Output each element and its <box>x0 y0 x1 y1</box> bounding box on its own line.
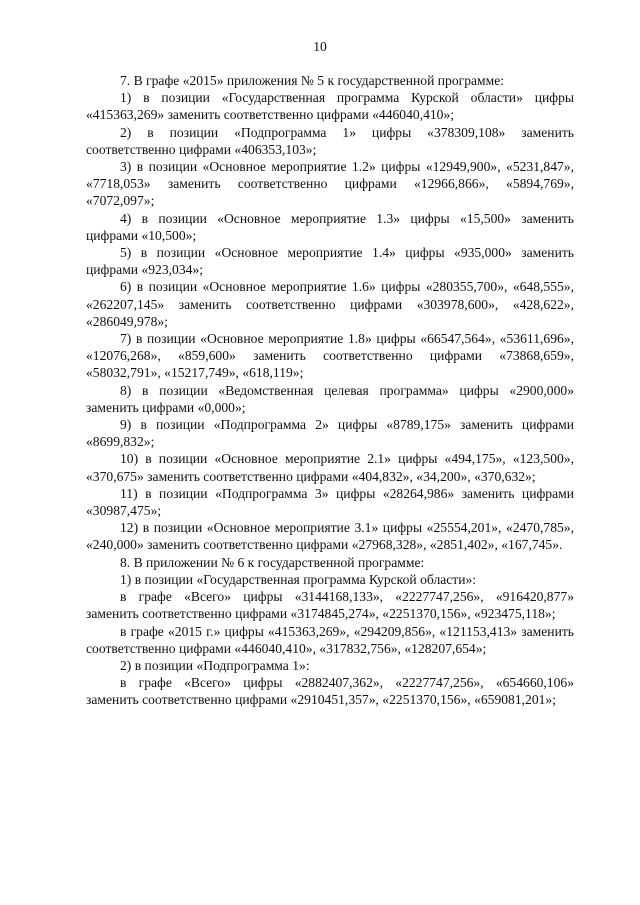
paragraph-item: 5) в позиции «Основное мероприятие 1.4» цифры «935,000» заменить цифрами «923,034»; <box>86 245 574 278</box>
paragraph-item: 1) в позиции «Государственная программа Курской области» цифры «415363,269» заменить соответственно цифрами «446040,410»; <box>86 90 574 123</box>
paragraph-item: 6) в позиции «Основное мероприятие 1.6» цифры «280355,700», «648,555», «262207,145» заменить соответственно цифрами «303978,600», «428,622», «286049,978»; <box>86 279 574 329</box>
paragraph-item: 10) в позиции «Основное мероприятие 2.1» цифры «494,175», «123,500», «370,675» заменить соответственно цифрами «404,832», «34,200», «370,632»; <box>86 451 574 484</box>
paragraph-item: 2) в позиции «Подпрограмма 1» цифры «378309,108» заменить соответственно цифрами «406353,103»; <box>86 124 574 157</box>
paragraph-subitem: в графе «Всего» цифры «2882407,362», «2227747,256», «654660,106» заменить соответственно цифрами «2910451,357», «2251370,156», «659081,201»; <box>86 675 574 708</box>
paragraph-item: 8) в позиции «Ведомственная целевая программа» цифры «2900,000» заменить цифрами «0,000»; <box>86 382 574 415</box>
paragraph-7-heading: 7. В графе «2015» приложения № 5 к государственной программе: <box>120 73 505 88</box>
paragraph-item: 1) в позиции «Государственная программа Курской области»: <box>120 571 477 587</box>
paragraph-subitem: в графе «2015 г.» цифры «415363,269», «294209,856», «121153,413» заменить соответственно цифрами «446040,410», «317832,756», «128207,654»; <box>86 623 574 656</box>
paragraph-item: 11) в позиции «Подпрограмма 3» цифры «28264,986» заменить цифрами «30987,475»; <box>86 485 574 519</box>
page-number: 10 <box>313 39 327 54</box>
paragraph-item: 12) в позиции «Основное мероприятие 3.1» цифры «25554,201», «2470,785», «240,000» заменить соответственно цифрами «27968,328», «2851,402», «167,745». <box>86 520 574 553</box>
paragraph-item: 2) в позиции «Подпрограмма 1»: <box>120 657 310 673</box>
paragraph-item: 7) в позиции «Основное мероприятие 1.8» цифры «66547,564», «53611,696», «12076,268», «859,600» заменить соответственно цифрами «73868,659», «58032,791», «15217,749», «618,119»; <box>86 331 574 381</box>
document-body <box>86 72 574 709</box>
paragraph-item: 9) в позиции «Подпрограмма 2» цифры «8789,175» заменить цифрами «8699,832»; <box>86 417 574 450</box>
paragraph-subitem: в графе «Всего» цифры «3144168,133», «2227747,256», «916420,877» заменить соответственно цифрами «3174845,274», «2251370,156», «923475,118»; <box>86 589 574 622</box>
paragraph-item: 3) в позиции «Основное мероприятие 1.2» цифры «12949,900», «5231,847», «7718,053» заменить соответственно цифрами «12966,866», «5894,769», «7072,097»; <box>86 159 574 209</box>
paragraph-8-heading: 8. В приложении № 6 к государственной программе: <box>120 554 425 570</box>
paragraph-item: 4) в позиции «Основное мероприятие 1.3» цифры «15,500» заменить цифрами «10,500»; <box>86 210 574 243</box>
